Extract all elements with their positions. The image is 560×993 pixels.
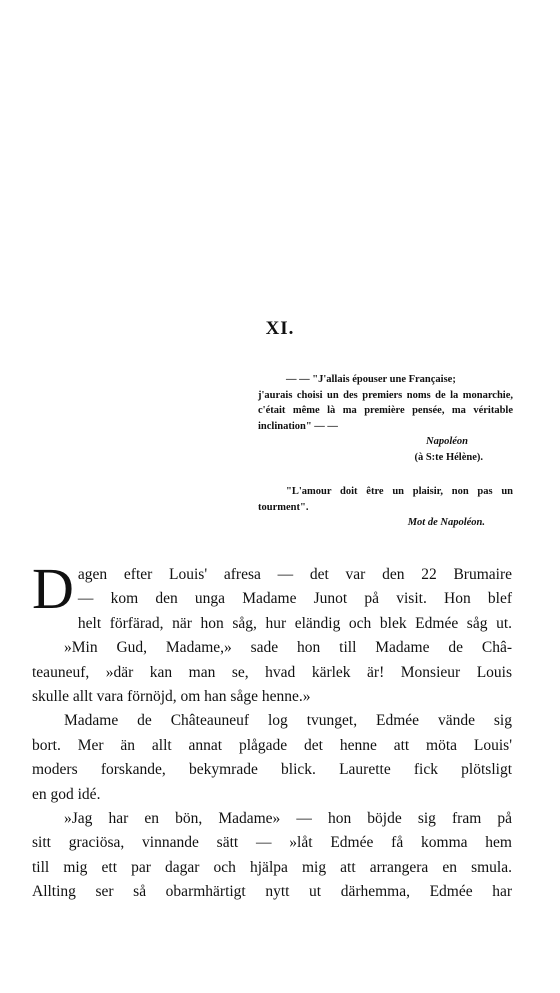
epigraph2-attribution: Mot de Napoléon. xyxy=(407,517,485,528)
epigraph-mot xyxy=(258,484,513,531)
paragraph-2 xyxy=(32,636,512,709)
drop-cap: D xyxy=(32,556,74,621)
epigraph-attribution-name: Napoléon xyxy=(426,436,468,447)
text-line: moders forskande, bekymrade blick. Laurette fick plötsligt xyxy=(32,761,512,779)
text-line: en god idé. xyxy=(32,785,101,803)
text-line: till mig ett par dagar och hjälpa mig att arrangera en smula. xyxy=(32,858,512,876)
chapter-body xyxy=(32,556,512,905)
text-line: »Jag har en bön, Madame» — hon böjde sig fram på xyxy=(64,810,512,828)
text-line: agen efter Louis' afresa — det var den 22 Brumaire xyxy=(77,566,512,583)
paragraph-3 xyxy=(32,709,512,807)
epigraph-attribution-place: (à S:te Hélène). xyxy=(414,451,483,463)
epigraph-text-line1: — — "J'allais épouser une Française; xyxy=(286,374,456,385)
paragraph-4 xyxy=(32,807,512,905)
epigraph2-text: "L'amour doit être un plaisir, non pas un tourment". xyxy=(258,486,513,513)
epigraph-napoleon xyxy=(258,372,513,465)
text-line: helt förfärad, när hon såg, hur eländig och blek Edmée såg ut. xyxy=(77,614,512,632)
text-line: »Min Gud, Madame,» sade hon till Madame de Châ- xyxy=(64,639,512,657)
text-line: — kom den unga Madame Junot på visit. Hon blef xyxy=(77,590,512,608)
epigraph-text: j'aurais choisi un des premiers noms de la monarchie, c'était même là ma première pensée, ma véritable inclination" — — xyxy=(258,389,513,432)
paragraph-1 xyxy=(32,556,512,636)
text-line: skulle allt vara förnöjd, om han såge henne.» xyxy=(32,688,311,706)
text-line: bort. Mer än allt annat plågade det henne att möta Louis' xyxy=(32,736,512,754)
text-line: teauneuf, »där kan man se, hvad kärlek är! Monsieur Louis xyxy=(32,663,512,681)
text-line: sitt graciösa, vinnande sätt — »låt Edmée få komma hem xyxy=(32,834,512,852)
chapter-heading: XI. xyxy=(265,318,295,339)
text-line: Madame de Châteauneuf log tvunget, Edmée vände sig xyxy=(64,712,512,730)
text-line: Allting ser så obarmhärtigt nytt ut därhemma, Edmée har xyxy=(32,883,512,901)
